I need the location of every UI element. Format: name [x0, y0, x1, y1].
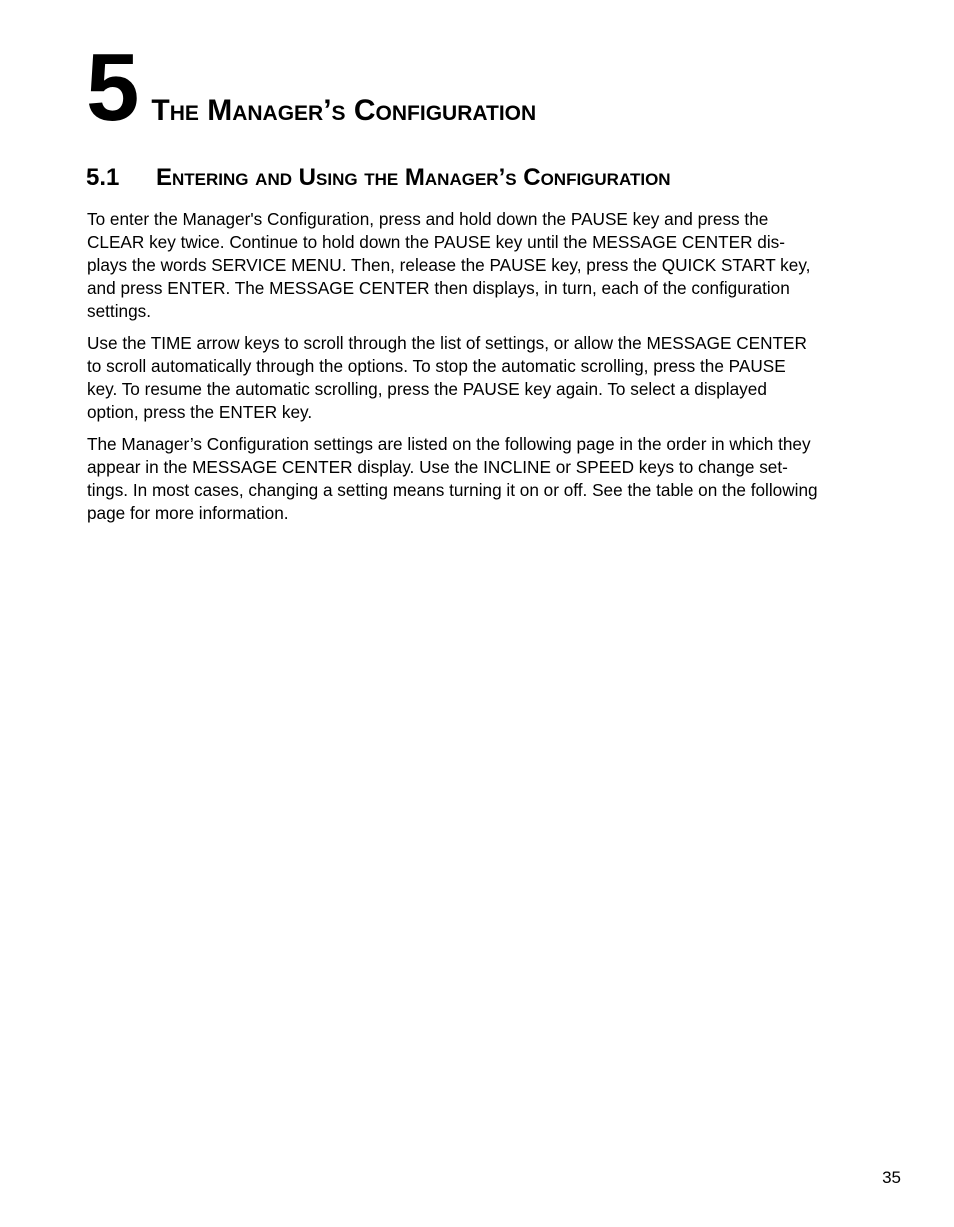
paragraph-line: The Manager’s Configuration settings are listed on the following page in the order in which they — [87, 434, 811, 454]
chapter-heading — [86, 34, 537, 141]
paragraph-line: key. To resume the automatic scrolling, press the PAUSE key again. To select a displayed — [87, 379, 767, 399]
paragraph-line: appear in the MESSAGE CENTER display. Use the INCLINE or SPEED keys to change set- — [87, 457, 788, 477]
section-number: 5.1 — [86, 164, 120, 191]
paragraph-1 — [87, 208, 903, 323]
paragraph-2 — [87, 332, 903, 424]
chapter-title: The Manager’s Configuration — [151, 94, 537, 127]
paragraph-line: page for more information. — [87, 503, 289, 523]
paragraph-line: to scroll automatically through the options. To stop the automatic scrolling, press the PAUSE — [87, 356, 786, 376]
section-title: Entering and Using the Manager’s Configuration — [156, 164, 671, 191]
paragraph-line: option, press the ENTER key. — [87, 402, 313, 422]
chapter-number: 5 — [86, 34, 138, 141]
paragraph-line: Use the TIME arrow keys to scroll through the list of settings, or allow the MESSAGE CENTER — [87, 333, 807, 353]
paragraph-line: tings. In most cases, changing a setting means turning it on or off. See the table on the following — [87, 480, 818, 500]
body-text — [87, 208, 903, 534]
page-number: 35 — [882, 1168, 901, 1187]
paragraph-line: plays the words SERVICE MENU. Then, release the PAUSE key, press the QUICK START key, — [87, 255, 811, 275]
paragraph-3 — [87, 433, 903, 525]
paragraph-line: settings. — [87, 301, 152, 321]
paragraph-line: and press ENTER. The MESSAGE CENTER then displays, in turn, each of the configuration — [87, 278, 790, 298]
section-heading — [86, 166, 671, 190]
paragraph-line: To enter the Manager's Configuration, press and hold down the PAUSE key and press the — [87, 209, 769, 229]
paragraph-line: CLEAR key twice. Continue to hold down the PAUSE key until the MESSAGE CENTER dis- — [87, 232, 785, 252]
